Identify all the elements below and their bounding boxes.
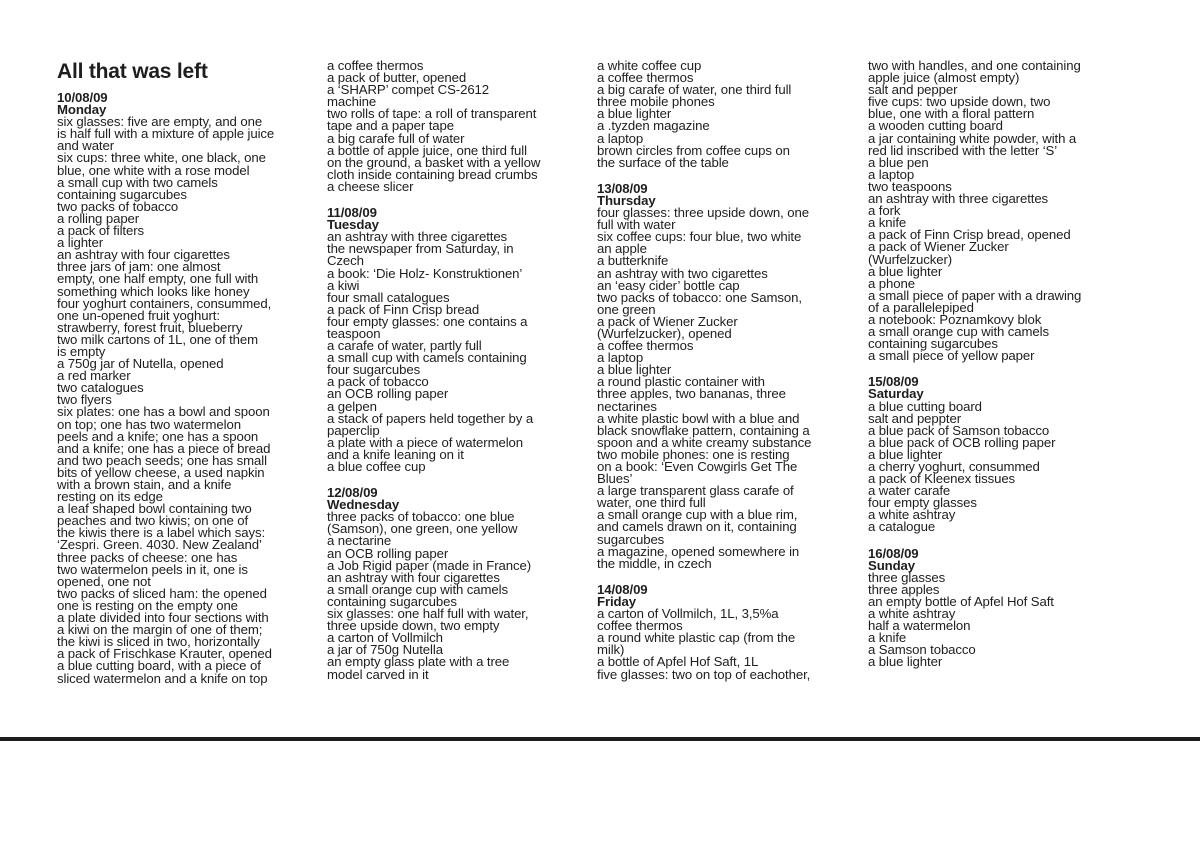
entry-weekday: Thursday <box>597 192 656 208</box>
item-line: a plate with a piece of watermelon <box>327 434 523 450</box>
item-line: three packs of tobacco: one blue <box>327 509 515 525</box>
entry-date: 11/08/09 <box>327 205 377 221</box>
item-line: three glasses <box>868 569 946 585</box>
item-line: milk) <box>597 642 625 658</box>
item-line: a ‘SHARP’ compet CS-2612 <box>327 82 490 98</box>
item-line: one green <box>597 301 656 317</box>
item-line: nectarines <box>597 398 657 414</box>
item-line: spoon and a white creamy substance <box>597 434 812 450</box>
item-line: a magazine, opened somewhere in <box>597 543 800 559</box>
item-line: a large transparent glass carafe of <box>597 483 794 499</box>
item-line: six glasses: one half full with water, <box>327 606 529 622</box>
entry-weekday: Saturday <box>868 386 924 402</box>
day-entry <box>597 581 849 682</box>
item-line: peaches and two kiwis; on one of <box>57 513 249 529</box>
item-line: a small orange cup with camels <box>327 581 508 597</box>
item-line: sugarcubes <box>597 531 665 547</box>
item-line: a small orange cup with camels <box>868 324 1049 340</box>
item-line: blue, one with a floral pattern <box>868 106 1035 122</box>
item-line: and a knife leaning on it <box>327 446 464 462</box>
item-line: six coffee cups: four blue, two white <box>597 229 802 245</box>
item-line: two teaspoons <box>868 178 952 194</box>
item-line: ‘Zespri. Green. 4030. New Zealand’ <box>57 537 262 553</box>
item-line: a water carafe <box>868 483 951 499</box>
item-line: a lighter <box>57 235 104 251</box>
item-line: cloth inside containing bread crumbs <box>327 166 538 182</box>
bottom-rule <box>0 737 1200 741</box>
item-line: a Samson tobacco <box>868 642 976 658</box>
item-line: a knife <box>868 215 907 231</box>
item-line: containing sugarcubes <box>868 336 998 352</box>
day-entry <box>868 545 1120 670</box>
item-line: six glasses: five are empty, and one <box>57 114 263 130</box>
item-line: a phone <box>868 275 915 291</box>
item-line: an ashtray with two cigarettes <box>597 265 768 281</box>
item-line: tape and a paper tape <box>327 118 454 134</box>
item-line: of a parallelepiped <box>868 299 974 315</box>
item-line: an empty bottle of Apfel Hof Saft <box>868 593 1054 609</box>
entry-weekday: Monday <box>57 102 107 118</box>
item-line: three mobile phones <box>597 94 715 110</box>
item-line: machine <box>327 94 377 110</box>
item-line: salt and pepper <box>868 82 958 98</box>
item-line: bits of yellow cheese, a used napkin <box>57 464 265 480</box>
item-line: a notebook: Poznamkovy blok <box>868 311 1042 327</box>
item-line: a big carafe full of water <box>327 130 465 146</box>
item-line: a blue cutting board, with a piece of <box>57 658 261 674</box>
item-line: and water <box>57 138 115 154</box>
item-line: two rolls of tape: a roll of transparent <box>327 106 537 122</box>
item-line: paperclip <box>327 422 380 438</box>
item-line: coffee thermos <box>597 618 683 634</box>
item-line: a pack of Kleenex tissues <box>868 471 1016 487</box>
item-line: an ashtray with four cigarettes <box>327 569 500 585</box>
item-line: a pack of filters <box>57 223 144 239</box>
item-line: two packs of sliced ham: the opened <box>57 585 267 601</box>
item-line: apple juice (almost empty) <box>868 70 1020 86</box>
entry-weekday: Tuesday <box>327 217 379 233</box>
item-line: a pack of Wiener Zucker <box>868 239 1009 255</box>
item-line: a nectarine <box>327 533 392 549</box>
item-line: an empty glass plate with a tree <box>327 654 510 670</box>
item-line: a bottle of Apfel Hof Saft, 1L <box>597 654 759 670</box>
item-line: an ashtray with four cigarettes <box>57 247 230 263</box>
item-line: an ashtray with three cigarettes <box>327 229 508 245</box>
item-line: a bottle of apple juice, one third full <box>327 142 527 158</box>
item-line: on top; one has two watermelon <box>57 416 241 432</box>
item-line: Czech <box>327 253 364 269</box>
item-line: a small cup with camels containing <box>327 350 527 366</box>
entry-weekday: Friday <box>597 593 636 609</box>
item-line: three apples, two bananas, three <box>597 386 786 402</box>
item-line: three apples <box>868 581 940 597</box>
item-line: a blue coffee cup <box>327 459 426 474</box>
day-entry <box>57 92 309 685</box>
item-line: an ashtray with three cigarettes <box>868 191 1049 207</box>
item-line: a Job Rigid paper (made in France) <box>327 557 532 573</box>
item-line: black snowflake pattern, containing a <box>597 422 810 438</box>
item-line: five cups: two upside down, two <box>868 94 1051 110</box>
item-line: a blue lighter <box>868 263 943 279</box>
item-line: a small cup with two camels <box>57 174 218 190</box>
item-line: full with water <box>597 217 676 233</box>
item-line: a fork <box>868 203 901 219</box>
day-entry <box>597 180 849 571</box>
entry-date: 14/08/09 <box>597 581 648 597</box>
item-line: half a watermelon <box>868 618 971 634</box>
item-line: the middle, in czech <box>597 555 712 571</box>
item-line: a coffee thermos <box>327 58 424 73</box>
item-line: the kiwis there is a label which says: <box>57 525 266 541</box>
item-line: a pack of Finn Crisp bread, opened <box>868 227 1071 243</box>
item-line: a kiwi <box>327 277 360 293</box>
item-line: four glasses: three upside down, one <box>597 205 809 221</box>
item-line: a plate divided into four sections with <box>57 610 269 626</box>
item-line: with a brown stain, and a knife <box>57 477 232 492</box>
entry-date: 13/08/09 <box>597 180 648 196</box>
item-line: one un-opened fruit yoghurt: <box>57 307 220 323</box>
item-line: opened, one not <box>57 573 151 589</box>
item-line: peels and a knife; one has a spoon <box>57 428 259 444</box>
item-line: a carafe of water, partly full <box>327 338 482 354</box>
item-line: a round white plastic cap (from the <box>597 630 796 646</box>
item-line: two watermelon peels in it, one is <box>57 561 248 577</box>
item-line: a pack of Wiener Zucker <box>597 313 738 329</box>
item-line: a laptop <box>597 130 644 146</box>
text-column-3 <box>597 60 849 681</box>
item-line: two with handles, and one containing <box>868 58 1081 73</box>
item-line: a laptop <box>868 166 915 182</box>
item-line: red lid inscribed with the letter ‘S’ <box>868 142 1058 158</box>
day-entry <box>597 60 849 169</box>
item-line: two packs of tobacco <box>57 198 179 214</box>
item-line: is half full with a mixture of apple juice <box>57 126 275 142</box>
item-line: a coffee thermos <box>597 338 694 354</box>
day-entry <box>868 376 1120 533</box>
day-entry <box>327 487 579 681</box>
item-line: a gelpen <box>327 398 377 414</box>
entry-date: 12/08/09 <box>327 485 378 501</box>
item-line: a pack of butter, opened <box>327 70 467 86</box>
item-line: a pack of Finn Crisp bread <box>327 301 480 317</box>
item-line: two flyers <box>57 392 112 408</box>
item-line: empty, one half empty, one full with <box>57 271 259 287</box>
item-line: a pack of Frischkase Krauter, opened <box>57 646 272 662</box>
item-line: a white ashtray <box>868 507 956 523</box>
item-line: a blue lighter <box>597 362 672 378</box>
item-line: a white coffee cup <box>597 58 702 73</box>
item-line: a small orange cup with a blue rim, <box>597 507 798 523</box>
entry-date: 16/08/09 <box>868 545 919 561</box>
item-line: and a knife; one has a piece of bread <box>57 440 271 456</box>
item-line: a catalogue <box>868 519 936 535</box>
item-line: brown circles from coffee cups on <box>597 142 790 158</box>
item-line: a white plastic bowl with a blue and <box>597 410 800 426</box>
item-line: four yoghurt containers, consummed, <box>57 295 272 311</box>
item-line: a cherry yoghurt, consummed <box>868 459 1040 474</box>
item-line: a laptop <box>597 350 644 366</box>
item-line: four empty glasses <box>868 495 977 511</box>
day-entry <box>868 60 1120 362</box>
item-line: teaspoon <box>327 325 381 341</box>
item-line: a wooden cutting board <box>868 118 1003 134</box>
item-line: a blue cutting board <box>868 398 982 414</box>
item-line: Blues’ <box>597 471 633 487</box>
item-line: a round plastic container with <box>597 374 765 390</box>
item-line: salt and peppter <box>868 410 961 426</box>
item-line: a small piece of paper with a drawing <box>868 287 1082 303</box>
item-line: resting on its edge <box>57 489 163 505</box>
item-line: two packs of tobacco: one Samson, <box>597 289 802 305</box>
item-line: a butterknife <box>597 253 669 269</box>
text-column-1 <box>57 92 309 685</box>
item-line: a white ashtray <box>868 606 956 622</box>
item-line: two milk cartons of 1L, one of them <box>57 331 259 347</box>
item-line: a cheese slicer <box>327 178 414 194</box>
item-line: a stack of papers held together by a <box>327 410 534 426</box>
item-line: blue, one white with a rose model <box>57 162 250 178</box>
item-line: four sugarcubes <box>327 362 421 378</box>
item-line: a coffee thermos <box>597 70 694 86</box>
item-line: a jar of 750g Nutella <box>327 642 443 658</box>
item-line: a book: ‘Die Holz- Konstruktionen’ <box>327 265 523 281</box>
item-line: and two peach seeds; one has small <box>57 452 267 468</box>
item-line: a red marker <box>57 368 131 384</box>
item-line: three upside down, two empty <box>327 618 500 634</box>
item-line: three jars of jam: one almost <box>57 259 221 275</box>
item-line: strawberry, forest fruit, blueberry <box>57 319 243 335</box>
entry-weekday: Wednesday <box>327 497 400 513</box>
item-line: a pack of tobacco <box>327 374 429 390</box>
item-line: two mobile phones: one is resting <box>597 446 790 462</box>
item-line: a leaf shaped bowl containing two <box>57 501 252 517</box>
item-line: a blue pack of Samson tobacco <box>868 422 1050 438</box>
item-line: a carton of Vollmilch, 1L, 3,5%a <box>597 606 779 622</box>
item-line: (Wurfelzucker) <box>868 251 953 267</box>
item-line: a 750g jar of Nutella, opened <box>57 356 224 372</box>
item-line: an OCB rolling paper <box>327 386 449 402</box>
item-line: a knife <box>868 630 907 646</box>
text-column-2 <box>327 60 579 681</box>
item-line: a jar containing white powder, with a <box>868 130 1077 146</box>
entry-date: 15/08/09 <box>868 374 919 390</box>
item-line: water, one third full <box>597 495 706 511</box>
day-entry <box>327 60 579 193</box>
item-line: is empty <box>57 343 106 359</box>
text-column-4 <box>868 60 1120 669</box>
item-line: two catalogues <box>57 380 144 396</box>
item-line: five glasses: two on top of eachother, <box>597 666 811 682</box>
item-line: a blue lighter <box>868 446 943 462</box>
item-line: sliced watermelon and a knife on top <box>57 670 268 686</box>
item-line: on the ground, a basket with a yellow <box>327 154 541 170</box>
item-line: a carton of Vollmilch <box>327 630 443 646</box>
item-line: a small piece of yellow paper <box>868 348 1035 364</box>
item-line: a big carafe of water, one third full <box>597 82 792 98</box>
item-line: three packs of cheese: one has <box>57 549 238 565</box>
item-line: a kiwi on the margin of one of them; <box>57 622 263 638</box>
item-line: model carved in it <box>327 666 429 682</box>
item-line: an OCB rolling paper <box>327 545 449 561</box>
entry-date: 10/08/09 <box>57 90 108 105</box>
item-line: something which looks like honey <box>57 283 250 299</box>
day-entry <box>327 207 579 473</box>
item-line: four empty glasses: one contains a <box>327 313 528 329</box>
item-line: four small catalogues <box>327 289 450 305</box>
page-title: All that was left <box>57 60 208 83</box>
item-line: a blue lighter <box>868 654 943 670</box>
item-line: the newspaper from Saturday, in <box>327 241 514 257</box>
item-line: six plates: one has a bowl and spoon <box>57 404 270 420</box>
entry-weekday: Sunday <box>868 557 916 573</box>
item-line: the kiwi is sliced in two, horizontally <box>57 634 260 650</box>
item-line: a blue lighter <box>597 106 672 122</box>
item-line: (Samson), one green, one yellow <box>327 521 518 537</box>
item-line: containing sugarcubes <box>57 186 187 202</box>
item-line: six cups: three white, one black, one <box>57 150 266 166</box>
item-line: one is resting on the empty one <box>57 597 238 613</box>
item-line: a blue pack of OCB rolling paper <box>868 434 1056 450</box>
item-line: an apple <box>597 241 647 257</box>
item-line: and camels drawn on it, containing <box>597 519 797 535</box>
item-line: a blue pen <box>868 154 929 170</box>
item-line: (Wurfelzucker), opened <box>597 325 732 341</box>
item-line: an ‘easy cider’ bottle cap <box>597 277 740 293</box>
item-line: a rolling paper <box>57 210 140 226</box>
item-line: on a book: ‘Even Cowgirls Get The <box>597 459 798 474</box>
item-line: containing sugarcubes <box>327 593 457 609</box>
item-line: a .tyzden magazine <box>597 118 710 134</box>
item-line: the surface of the table <box>597 154 729 170</box>
